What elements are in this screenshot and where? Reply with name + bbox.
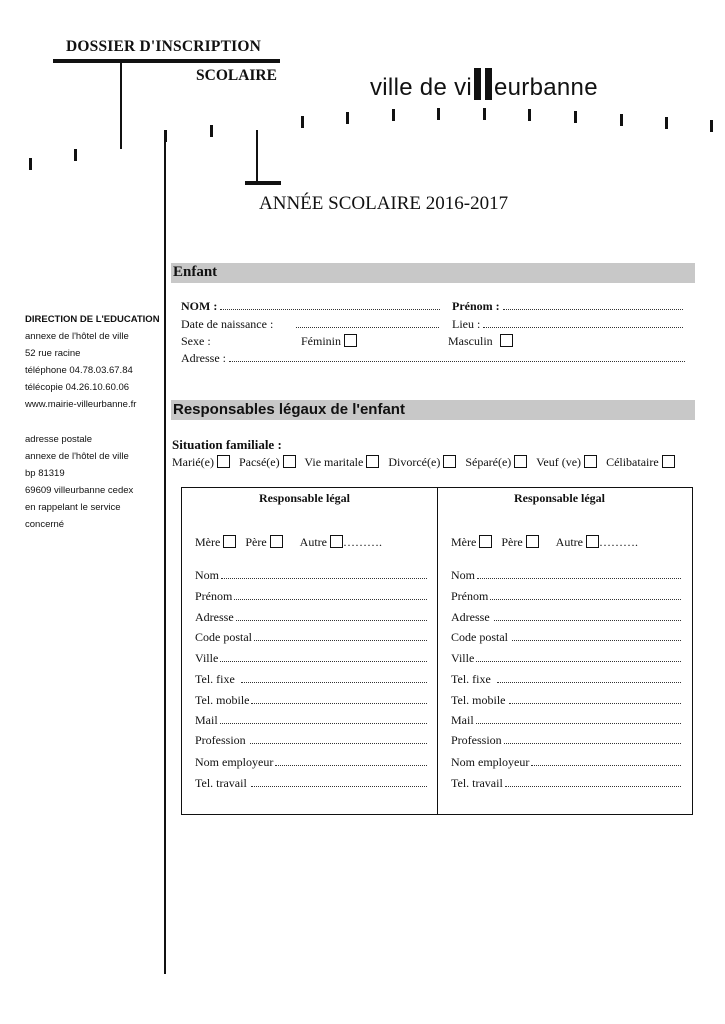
- r1-adresse-field[interactable]: [195, 610, 427, 625]
- feminin-label: Féminin: [301, 334, 342, 348]
- postal-line: bp 81319: [25, 467, 65, 479]
- r1-ville-field[interactable]: [195, 651, 427, 666]
- contact-line: 52 rue racine: [25, 348, 81, 360]
- situation-vie-maritale-label: Vie maritale: [304, 455, 364, 469]
- situation-celibataire-label: Célibataire: [606, 455, 659, 469]
- section-title: Enfant: [173, 264, 218, 280]
- form-title-line1: DOSSIER D'INSCRIPTION: [66, 38, 261, 55]
- field-input[interactable]: [477, 577, 681, 579]
- lieu-label: Lieu :: [452, 317, 481, 331]
- villeurbanne-logo: [370, 66, 598, 102]
- decorative-tick: [710, 120, 713, 132]
- masculin-option[interactable]: [448, 334, 519, 349]
- nom-field[interactable]: [181, 299, 440, 314]
- decorative-tick: [574, 111, 577, 123]
- decorative-tick: [74, 149, 77, 161]
- field-label: Mail: [195, 713, 218, 727]
- section-title: Responsables légaux de l'enfant: [173, 401, 405, 418]
- logo-bar-icon: [474, 68, 481, 100]
- direction-heading: DIRECTION DE L'EDUCATION: [25, 314, 160, 325]
- autre-label: Autre: [299, 535, 327, 549]
- field-input[interactable]: [505, 785, 681, 787]
- autre-dots: ……….: [342, 535, 382, 549]
- field-input[interactable]: [236, 619, 427, 621]
- field-label: Ville: [195, 651, 219, 665]
- contact-info: [25, 311, 163, 533]
- situation-marie-checkbox[interactable]: [217, 455, 230, 468]
- decorative-tick: [437, 108, 440, 120]
- postal-line: en rappelant le service: [25, 501, 121, 513]
- autre-label: Autre: [555, 535, 583, 549]
- situation-celibataire-checkbox[interactable]: [662, 455, 675, 468]
- nom-input[interactable]: [220, 300, 440, 310]
- pere-label: Père: [245, 535, 267, 549]
- situation-marie-label: Marié(e): [172, 455, 214, 469]
- field-input[interactable]: [497, 681, 681, 683]
- r2-mail-field[interactable]: [451, 713, 681, 728]
- field-label: Tel. fixe: [451, 672, 491, 686]
- field-label: Mail: [451, 713, 474, 727]
- decorative-vertical-line: [120, 63, 122, 149]
- adresse-label: Adresse :: [181, 351, 226, 365]
- field-label: Code postal: [451, 630, 508, 644]
- field-input[interactable]: [220, 722, 427, 724]
- postal-line: annexe de l'hôtel de ville: [25, 450, 129, 462]
- decorative-tick: [528, 109, 531, 121]
- responsable-1-type: [195, 535, 382, 550]
- prenom-label: Prénom :: [452, 299, 500, 313]
- feminin-option[interactable]: [301, 334, 363, 349]
- r2-adresse-field[interactable]: [451, 610, 681, 625]
- contact-line: annexe de l'hôtel de ville: [25, 331, 129, 343]
- contact-line: téléphone 04.78.03.67.84: [25, 365, 133, 377]
- responsable-1-title: Responsable légal: [259, 491, 351, 505]
- situation-pacse-checkbox[interactable]: [283, 455, 296, 468]
- r2-ville-field[interactable]: [451, 651, 681, 666]
- lieu-input[interactable]: [483, 318, 683, 328]
- nom-label: NOM :: [181, 299, 218, 313]
- r1-tel-travail-field[interactable]: [195, 776, 427, 791]
- decorative-horizontal-line: [245, 181, 281, 185]
- mere-checkbox[interactable]: [223, 535, 236, 548]
- r1-tel-fixe-field[interactable]: [195, 672, 427, 687]
- logo-text-end: eurbanne: [494, 74, 598, 101]
- field-input[interactable]: [504, 742, 681, 744]
- field-input[interactable]: [220, 660, 427, 662]
- decorative-tick: [392, 109, 395, 121]
- decorative-tick: [346, 112, 349, 124]
- table-column-divider: [437, 487, 438, 815]
- field-input[interactable]: [221, 577, 427, 579]
- situation-separe-checkbox[interactable]: [514, 455, 527, 468]
- mere-label: Mère: [451, 535, 477, 549]
- decorative-tick: [301, 116, 304, 128]
- field-input[interactable]: [250, 742, 427, 744]
- field-input[interactable]: [531, 764, 681, 766]
- field-label: Nom employeur: [195, 755, 274, 769]
- naissance-field[interactable]: [181, 317, 439, 332]
- r2-profession-field[interactable]: [451, 733, 681, 748]
- situation-divorce-checkbox[interactable]: [443, 455, 456, 468]
- decorative-tick: [620, 114, 623, 126]
- field-label: Prénom: [195, 589, 233, 603]
- field-label: Tel. mobile: [195, 693, 250, 707]
- r2-employeur-field[interactable]: [451, 755, 681, 770]
- adresse-field[interactable]: [181, 351, 685, 366]
- postal-line: adresse postale: [25, 433, 93, 445]
- field-input[interactable]: [254, 639, 427, 641]
- responsable-2-type: [451, 535, 638, 550]
- field-input[interactable]: [509, 702, 681, 704]
- situation-label: Situation familiale :: [172, 437, 282, 452]
- responsable-2-title: Responsable légal: [514, 491, 606, 505]
- field-input[interactable]: [512, 639, 681, 641]
- school-year-heading: ANNÉE SCOLAIRE 2016-2017: [259, 193, 509, 214]
- section-enfant: [171, 263, 695, 283]
- mere-checkbox[interactable]: [479, 535, 492, 548]
- naissance-label: Date de naissance :: [181, 317, 274, 331]
- naissance-input[interactable]: [296, 318, 439, 328]
- r1-prenom-field[interactable]: [195, 589, 427, 604]
- r2-nom-field[interactable]: [451, 568, 681, 583]
- feminin-checkbox[interactable]: [344, 334, 357, 347]
- field-input[interactable]: [275, 764, 427, 766]
- r2-tel-mobile-field[interactable]: [451, 693, 681, 708]
- contact-line: www.mairie-villeurbanne.fr: [25, 399, 137, 411]
- pere-checkbox[interactable]: [270, 535, 283, 548]
- lieu-field[interactable]: [452, 317, 683, 332]
- decorative-tick: [483, 108, 486, 120]
- masculin-checkbox[interactable]: [500, 334, 513, 347]
- r2-tel-travail-field[interactable]: [451, 776, 681, 791]
- contact-line: télécopie 04.26.10.60.06: [25, 382, 130, 394]
- r2-code-postal-field[interactable]: [451, 630, 681, 645]
- decorative-tick: [210, 125, 213, 137]
- field-input[interactable]: [234, 598, 427, 600]
- autre-checkbox[interactable]: [330, 535, 343, 548]
- situation-divorce-label: Divorcé(e): [388, 455, 441, 469]
- decorative-tick: [665, 117, 668, 129]
- decorative-tick: [29, 158, 32, 170]
- field-label: Tel. mobile: [451, 693, 506, 707]
- r1-nom-field[interactable]: [195, 568, 427, 583]
- logo-bar-icon: [485, 68, 492, 100]
- mere-label: Mère: [195, 535, 221, 549]
- r2-prenom-field[interactable]: [451, 589, 681, 604]
- r1-tel-mobile-field[interactable]: [195, 693, 427, 708]
- postal-line: 69609 villeurbanne cedex: [25, 484, 134, 496]
- field-input[interactable]: [476, 660, 681, 662]
- section-responsables: [171, 400, 695, 420]
- field-label: Code postal: [195, 630, 252, 644]
- margin-divider-line: [164, 130, 166, 974]
- decorative-vertical-line: [256, 130, 258, 183]
- field-input[interactable]: [251, 702, 427, 704]
- situation-vie-maritale-checkbox[interactable]: [366, 455, 379, 468]
- field-label: Nom: [195, 568, 219, 582]
- situation-pacse-label: Pacsé(e): [238, 455, 280, 469]
- form-title-line2: SCOLAIRE: [196, 67, 277, 84]
- field-label: Tel. travail: [451, 776, 503, 790]
- title-rule: [53, 59, 280, 63]
- field-label: Prénom: [451, 589, 489, 603]
- field-label: Tel. travail: [195, 776, 247, 790]
- field-label: Profession: [195, 733, 246, 747]
- field-input[interactable]: [476, 722, 681, 724]
- autre-dots: ……….: [598, 535, 638, 549]
- pere-checkbox[interactable]: [526, 535, 539, 548]
- field-label: Nom: [451, 568, 475, 582]
- field-input[interactable]: [490, 598, 681, 600]
- r2-tel-fixe-field[interactable]: [451, 672, 681, 687]
- situation-veuf-label: Veuf (ve): [536, 455, 582, 469]
- field-label: Nom employeur: [451, 755, 530, 769]
- adresse-input[interactable]: [229, 352, 685, 362]
- field-input[interactable]: [241, 681, 427, 683]
- field-label: Adresse: [451, 610, 490, 624]
- pere-label: Père: [501, 535, 523, 549]
- r1-mail-field[interactable]: [195, 713, 427, 728]
- field-label: Ville: [451, 651, 475, 665]
- situation-separe-label: Séparé(e): [465, 455, 512, 469]
- field-label: Tel. fixe: [195, 672, 235, 686]
- r1-employeur-field[interactable]: [195, 755, 427, 770]
- r1-profession-field[interactable]: [195, 733, 427, 748]
- logo-text-start: ville de vi: [370, 74, 473, 101]
- autre-checkbox[interactable]: [586, 535, 599, 548]
- field-label: Adresse: [195, 610, 234, 624]
- field-input[interactable]: [251, 785, 427, 787]
- field-label: Profession: [451, 733, 502, 747]
- masculin-label: Masculin: [448, 334, 493, 348]
- prenom-input[interactable]: [503, 300, 683, 310]
- situation-options: [172, 455, 681, 470]
- situation-veuf-checkbox[interactable]: [584, 455, 597, 468]
- postal-line: concerné: [25, 519, 65, 531]
- r1-code-postal-field[interactable]: [195, 630, 427, 645]
- sexe-label: Sexe :: [181, 334, 211, 348]
- prenom-field[interactable]: [452, 299, 683, 314]
- field-input[interactable]: [494, 619, 681, 621]
